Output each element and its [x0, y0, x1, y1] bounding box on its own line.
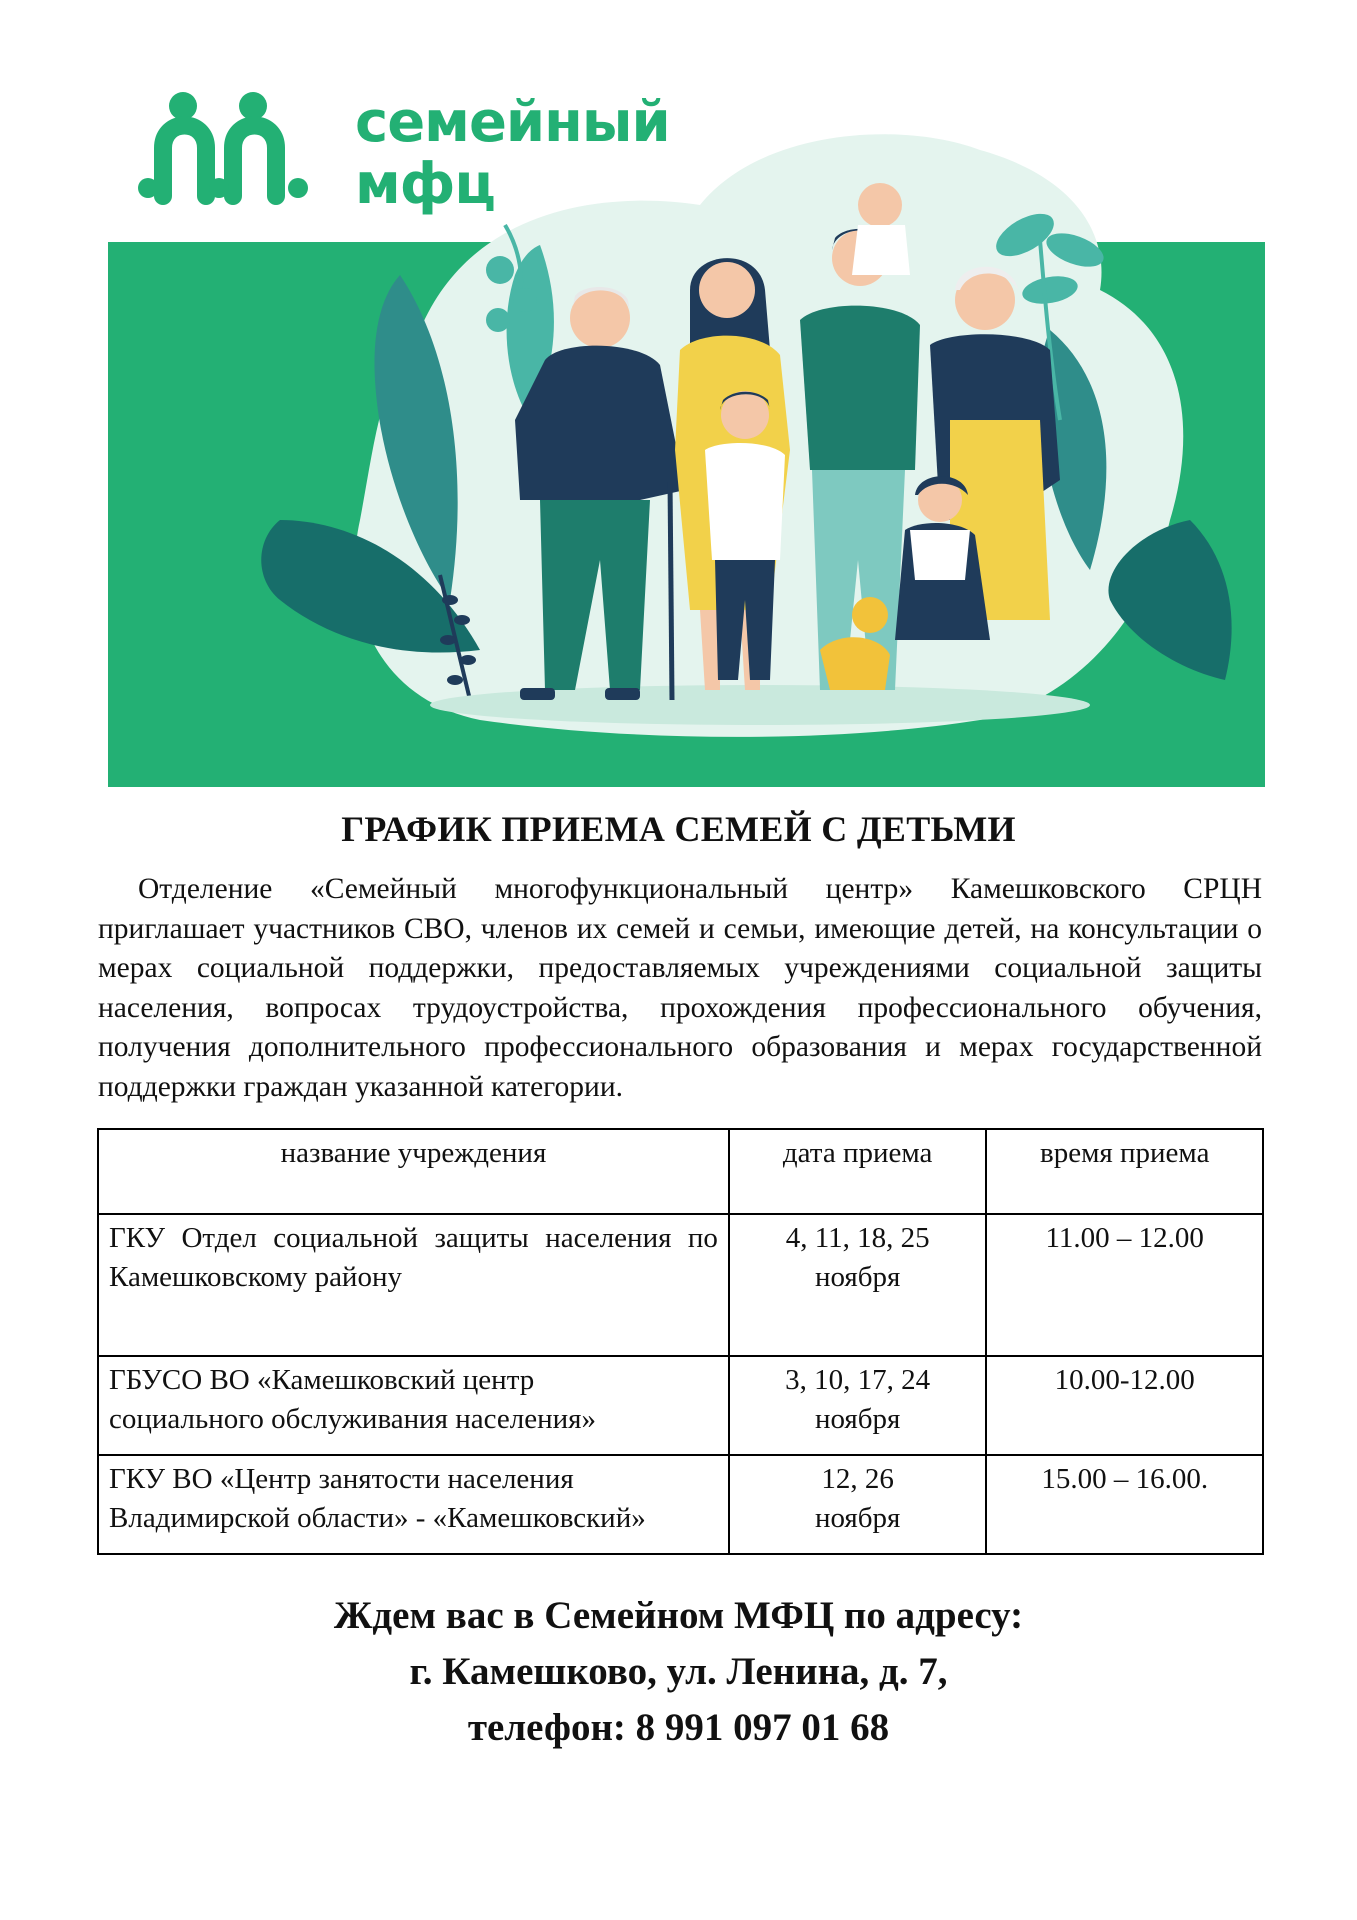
reception-time: 11.00 – 12.00: [986, 1214, 1263, 1356]
date-month: ноября: [814, 1502, 901, 1534]
table-row: [98, 1356, 1263, 1455]
logo-line-2: мфц: [355, 152, 495, 217]
date-days: 3, 10, 17, 24: [785, 1364, 931, 1396]
intro-paragraph: Отделение «Семейный многофункциональный центр» Камешковского СРЦН приглашает участников СВО, членов их семей и семьи, имеющие детей, на консультации о мерах социальной поддержки, предоставляемых учреждениями социальной защиты населения, вопросах трудоустройства, прохождения профессионального обучения, получения дополнительного профессионального образования и мерах государственной поддержки граждан указанной категории.: [98, 873, 1262, 1103]
institution-name-line: ГКУ ВО «Центр занятости населения: [109, 1463, 574, 1495]
reception-time: 15.00 – 16.00.: [986, 1455, 1263, 1554]
hero-banner: [0, 0, 1357, 800]
header-institution: название учреждения: [98, 1129, 729, 1214]
reception-time: 10.00-12.00: [986, 1356, 1263, 1455]
table-row: [98, 1455, 1263, 1554]
reception-date: [729, 1455, 987, 1554]
institution-name: [98, 1455, 729, 1554]
table-header-row: [98, 1129, 1263, 1214]
logo-line-1: семейный: [355, 90, 670, 155]
header-time: время приема: [986, 1129, 1263, 1214]
schedule-table: [97, 1128, 1264, 1555]
date-month: ноября: [814, 1261, 901, 1293]
institution-name: ГКУ Отдел социальной защиты населения по Камешковскому району: [98, 1214, 729, 1356]
date-days: 4, 11, 18, 25: [785, 1222, 930, 1254]
footer-address: г. Камешково, ул. Ленина, д. 7,: [409, 1650, 948, 1693]
reception-date: [729, 1356, 987, 1455]
page-title: ГРАФИК ПРИЕМА СЕМЕЙ С ДЕТЬМИ: [341, 809, 1016, 849]
reception-date: [729, 1214, 987, 1356]
family-logo-icon: [128, 78, 388, 208]
footer-phone: телефон: 8 991 097 01 68: [467, 1706, 890, 1749]
footer-contact: [0, 1588, 1357, 1756]
table-row: [98, 1214, 1263, 1356]
institution-name-line: Владимирской области» - «Камешковский»: [109, 1502, 646, 1534]
institution-name-line: социального обслуживания населения»: [109, 1403, 596, 1435]
date-month: ноября: [814, 1403, 901, 1435]
institution-name-line: ГБУСО ВО «Камешковский центр: [109, 1364, 535, 1396]
date-days: 12, 26: [821, 1463, 894, 1495]
header-date: дата приема: [729, 1129, 987, 1214]
logo-text: [355, 92, 670, 216]
institution-name: [98, 1356, 729, 1455]
footer-invitation: Ждем вас в Семейном МФЦ по адресу:: [333, 1594, 1024, 1637]
